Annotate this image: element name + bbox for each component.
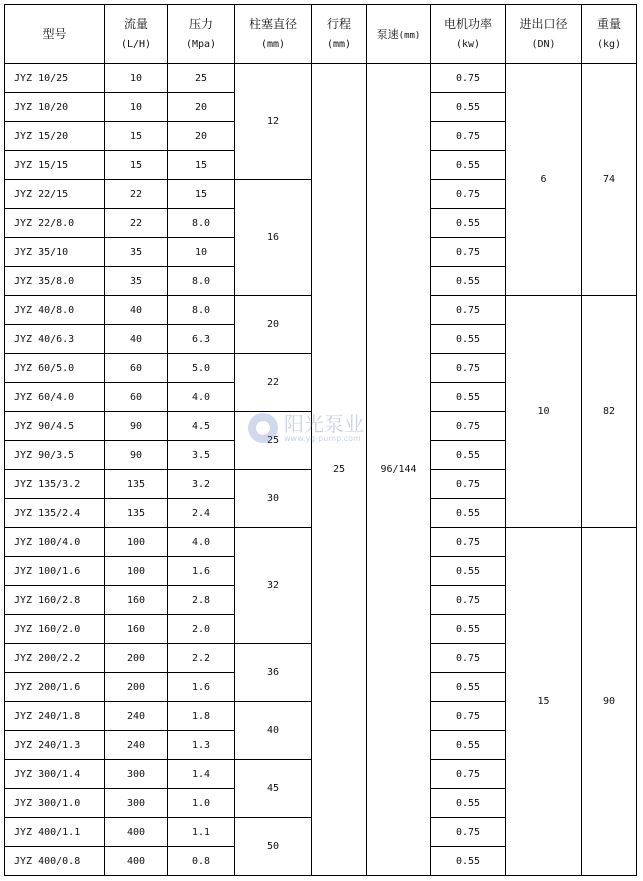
plunger-diameter-cell: 45 [235,760,312,818]
plunger-diameter-cell: 20 [235,296,312,354]
model-cell: JYZ 90/3.5 [5,441,105,470]
pressure-cell: 10 [168,238,235,267]
pressure-cell: 1.6 [168,557,235,586]
flow-cell: 22 [105,209,168,238]
pressure-cell: 20 [168,122,235,151]
pressure-cell: 3.2 [168,470,235,499]
flow-cell: 240 [105,731,168,760]
model-cell: JYZ 90/4.5 [5,412,105,441]
flow-cell: 35 [105,238,168,267]
flow-cell: 160 [105,615,168,644]
model-cell: JYZ 10/20 [5,93,105,122]
flow-cell: 15 [105,122,168,151]
flow-cell: 40 [105,325,168,354]
pressure-cell: 15 [168,151,235,180]
header-flow: 流量 (L/H) [105,5,168,64]
header-pressure: 压力 (Mpa) [168,5,235,64]
watermark-text: 阳光泵业 [284,411,364,436]
pressure-cell: 1.0 [168,789,235,818]
header-row [5,5,637,64]
port-diameter-cell: 6 [506,64,582,296]
flow-cell: 200 [105,644,168,673]
pressure-cell: 4.0 [168,528,235,557]
model-cell: JYZ 300/1.0 [5,789,105,818]
motor-power-cell: 0.55 [431,499,506,528]
motor-power-cell: 0.55 [431,847,506,876]
pump-speed-cell: 96/144 [367,64,431,876]
pressure-cell: 15 [168,180,235,209]
model-cell: JYZ 40/6.3 [5,325,105,354]
motor-power-cell: 0.75 [431,644,506,673]
pressure-cell: 25 [168,64,235,93]
flow-cell: 90 [105,412,168,441]
motor-power-cell: 0.75 [431,296,506,325]
plunger-diameter-cell: 32 [235,528,312,644]
motor-power-cell: 0.55 [431,731,506,760]
motor-power-cell: 0.75 [431,586,506,615]
flow-cell: 60 [105,383,168,412]
flow-cell: 60 [105,354,168,383]
port-diameter-cell: 10 [506,296,582,528]
header-plunger-diameter: 柱塞直径 (mm) [235,5,312,64]
motor-power-cell: 0.75 [431,412,506,441]
model-cell: JYZ 10/25 [5,64,105,93]
pressure-cell: 1.8 [168,702,235,731]
motor-power-cell: 0.75 [431,470,506,499]
pressure-cell: 20 [168,93,235,122]
pressure-cell: 8.0 [168,296,235,325]
model-cell: JYZ 40/8.0 [5,296,105,325]
motor-power-cell: 0.75 [431,354,506,383]
model-cell: JYZ 35/8.0 [5,267,105,296]
pressure-cell: 1.4 [168,760,235,789]
weight-cell: 82 [582,296,637,528]
pressure-cell: 8.0 [168,267,235,296]
plunger-diameter-cell: 30 [235,470,312,528]
header-motor-power: 电机功率 (kw) [431,5,506,64]
flow-cell: 22 [105,180,168,209]
plunger-diameter-cell: 40 [235,702,312,760]
weight-cell: 90 [582,528,637,876]
pressure-cell: 3.5 [168,441,235,470]
motor-power-cell: 0.55 [431,209,506,238]
plunger-diameter-cell: 22 [235,354,312,412]
motor-power-cell: 0.55 [431,93,506,122]
model-cell: JYZ 240/1.8 [5,702,105,731]
motor-power-cell: 0.75 [431,64,506,93]
watermark-url: www.yg-pump.com [284,433,361,443]
flow-cell: 135 [105,470,168,499]
header-port-diameter: 进出口径 (DN) [506,5,582,64]
flow-cell: 400 [105,847,168,876]
flow-cell: 160 [105,586,168,615]
flow-cell: 15 [105,151,168,180]
motor-power-cell: 0.75 [431,818,506,847]
flow-cell: 10 [105,64,168,93]
model-cell: JYZ 15/15 [5,151,105,180]
motor-power-cell: 0.55 [431,557,506,586]
model-cell: JYZ 15/20 [5,122,105,151]
model-cell: JYZ 160/2.8 [5,586,105,615]
plunger-diameter-cell: 16 [235,180,312,296]
flow-cell: 300 [105,760,168,789]
motor-power-cell: 0.55 [431,325,506,354]
header-weight: 重量 (kg) [582,5,637,64]
motor-power-cell: 0.55 [431,673,506,702]
port-diameter-cell: 15 [506,528,582,876]
pressure-cell: 2.8 [168,586,235,615]
motor-power-cell: 0.75 [431,760,506,789]
pressure-cell: 4.5 [168,412,235,441]
flow-cell: 100 [105,528,168,557]
motor-power-cell: 0.55 [431,789,506,818]
flow-cell: 200 [105,673,168,702]
model-cell: JYZ 300/1.4 [5,760,105,789]
motor-power-cell: 0.55 [431,267,506,296]
flow-cell: 240 [105,702,168,731]
flow-cell: 400 [105,818,168,847]
header-pump-speed: 泵速(mm) [367,5,431,64]
stroke-cell: 25 [312,64,367,876]
model-cell: JYZ 135/3.2 [5,470,105,499]
motor-power-cell: 0.55 [431,151,506,180]
model-cell: JYZ 100/1.6 [5,557,105,586]
model-cell: JYZ 200/2.2 [5,644,105,673]
motor-power-cell: 0.75 [431,180,506,209]
model-cell: JYZ 240/1.3 [5,731,105,760]
model-cell: JYZ 400/1.1 [5,818,105,847]
flow-cell: 35 [105,267,168,296]
flow-cell: 10 [105,93,168,122]
plunger-diameter-cell: 12 [235,64,312,180]
model-cell: JYZ 100/4.0 [5,528,105,557]
flow-cell: 135 [105,499,168,528]
plunger-diameter-cell: 50 [235,818,312,876]
motor-power-cell: 0.55 [431,441,506,470]
pressure-cell: 1.3 [168,731,235,760]
header-model: 型号 [5,5,105,64]
pressure-cell: 1.6 [168,673,235,702]
pressure-cell: 2.0 [168,615,235,644]
model-cell: JYZ 400/0.8 [5,847,105,876]
model-cell: JYZ 35/10 [5,238,105,267]
model-cell: JYZ 22/15 [5,180,105,209]
model-cell: JYZ 60/5.0 [5,354,105,383]
pressure-cell: 1.1 [168,818,235,847]
model-cell: JYZ 22/8.0 [5,209,105,238]
spec-table-container [4,4,637,876]
model-cell: JYZ 160/2.0 [5,615,105,644]
flow-cell: 40 [105,296,168,325]
weight-cell: 74 [582,64,637,296]
plunger-diameter-cell: 25 [235,412,312,470]
table-body [5,64,637,876]
flow-cell: 300 [105,789,168,818]
plunger-diameter-cell: 36 [235,644,312,702]
flow-cell: 100 [105,557,168,586]
header-stroke: 行程 (mm) [312,5,367,64]
pressure-cell: 8.0 [168,209,235,238]
motor-power-cell: 0.75 [431,528,506,557]
pressure-cell: 5.0 [168,354,235,383]
pressure-cell: 2.4 [168,499,235,528]
pressure-cell: 4.0 [168,383,235,412]
motor-power-cell: 0.75 [431,122,506,151]
motor-power-cell: 0.75 [431,238,506,267]
model-cell: JYZ 135/2.4 [5,499,105,528]
model-cell: JYZ 60/4.0 [5,383,105,412]
model-cell: JYZ 200/1.6 [5,673,105,702]
pressure-cell: 0.8 [168,847,235,876]
motor-power-cell: 0.55 [431,383,506,412]
pump-spec-table [4,4,637,876]
pressure-cell: 6.3 [168,325,235,354]
table-row [5,64,637,93]
motor-power-cell: 0.55 [431,615,506,644]
flow-cell: 90 [105,441,168,470]
pressure-cell: 2.2 [168,644,235,673]
motor-power-cell: 0.75 [431,702,506,731]
